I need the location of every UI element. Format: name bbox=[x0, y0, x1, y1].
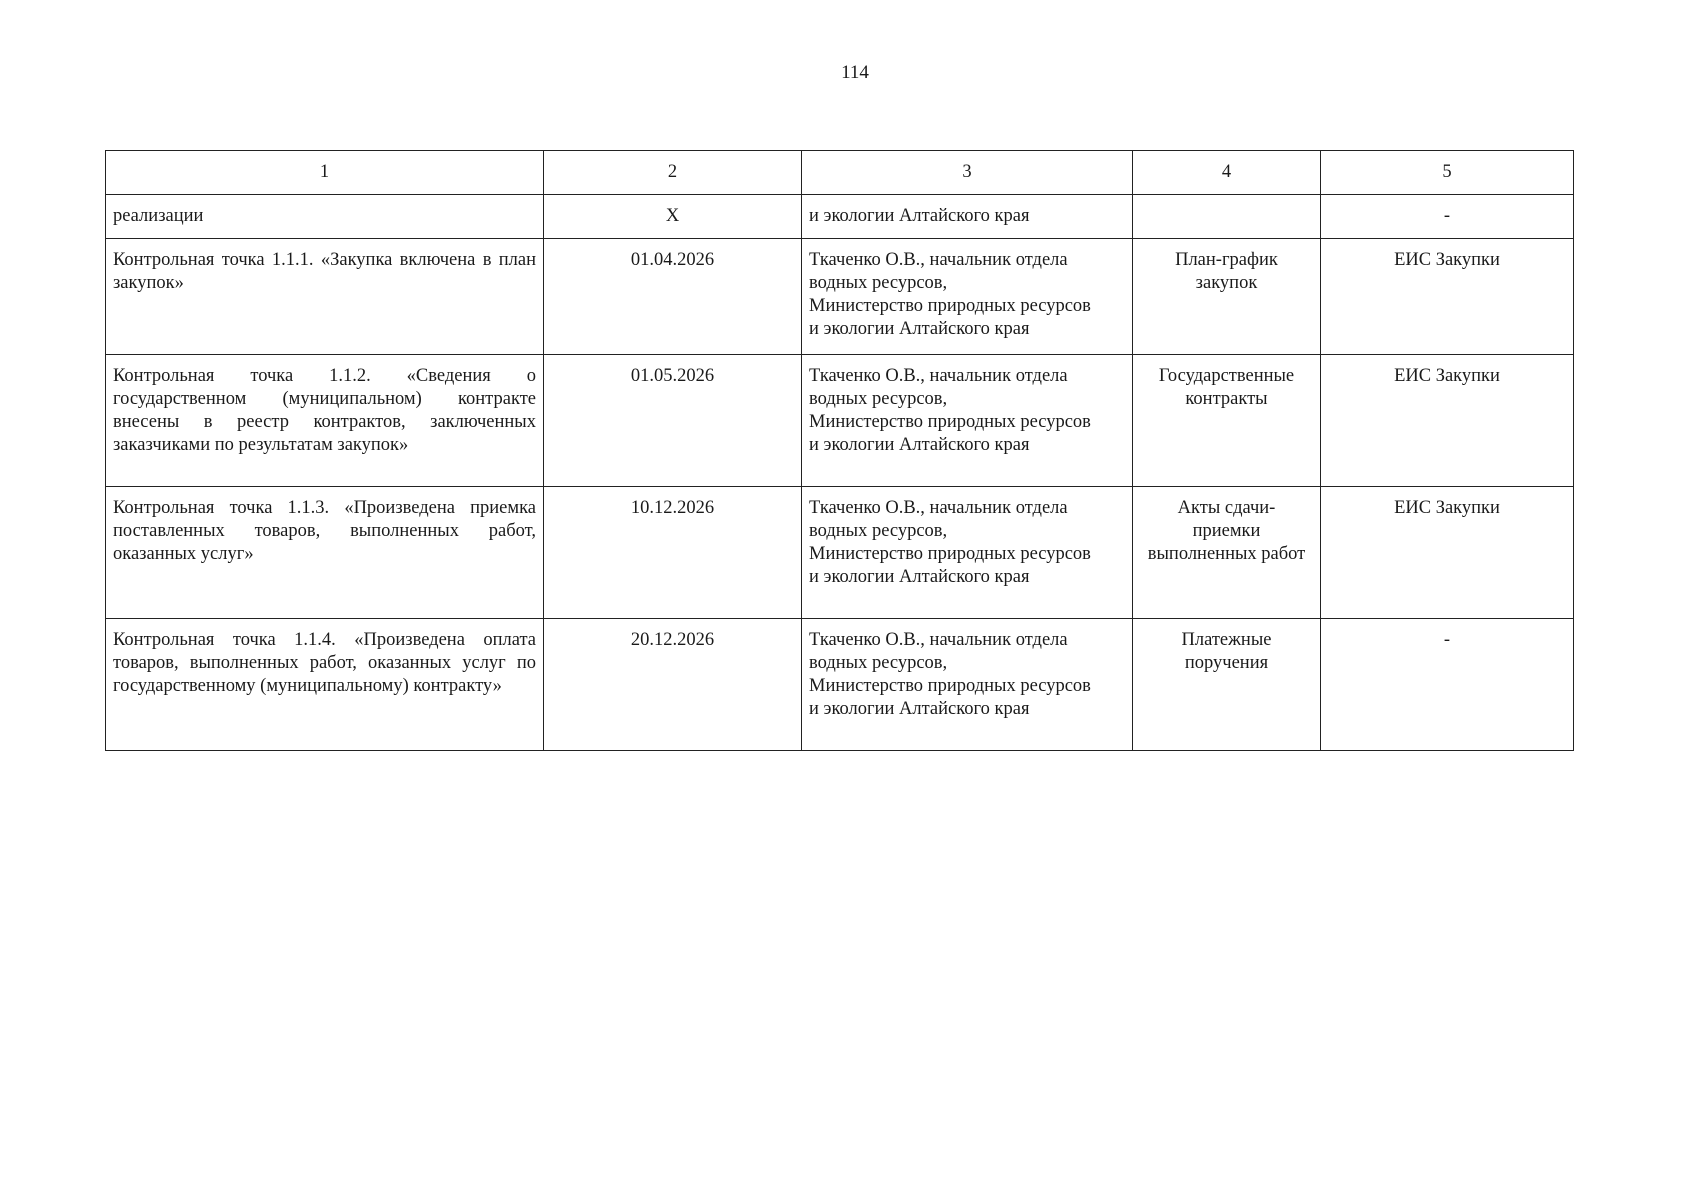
document-line: приемки bbox=[1192, 521, 1261, 541]
responsible-line: Министерство природных ресурсов bbox=[809, 544, 1091, 564]
responsible-line: водных ресурсов, bbox=[809, 653, 948, 673]
responsible-line: и экологии Алтайского края bbox=[809, 567, 1030, 587]
control-point-name: Контрольная точка 1.1.2. «Сведения о государственном (муниципальном) контракте внесены в реестр контрактов, заключенных заказчиками по результатам закупок» bbox=[106, 355, 544, 487]
document-line: контракты bbox=[1185, 389, 1268, 409]
document-line: выполненных работ bbox=[1147, 544, 1306, 564]
responsible-line: Министерство природных ресурсов bbox=[809, 412, 1091, 432]
column-header: 2 bbox=[544, 151, 802, 195]
responsible-line: и экологии Алтайского края bbox=[809, 699, 1030, 719]
document-type bbox=[1133, 619, 1321, 751]
responsible-person bbox=[802, 355, 1133, 487]
control-points-table bbox=[105, 150, 1574, 751]
document-line: Акты сдачи- bbox=[1177, 498, 1276, 518]
table-row bbox=[106, 619, 1574, 751]
information-system: - bbox=[1321, 619, 1574, 751]
column-header: 3 bbox=[802, 151, 1133, 195]
document-line: закупок bbox=[1195, 273, 1258, 293]
responsible-line: Министерство природных ресурсов bbox=[809, 296, 1091, 316]
table-cell: X bbox=[544, 195, 802, 239]
information-system: ЕИС Закупки bbox=[1321, 487, 1574, 619]
document-type bbox=[1133, 239, 1321, 355]
information-system: ЕИС Закупки bbox=[1321, 239, 1574, 355]
responsible-line: и экологии Алтайского края bbox=[809, 319, 1030, 339]
responsible-person bbox=[802, 619, 1133, 751]
document-line: поручения bbox=[1184, 653, 1269, 673]
responsible-line: водных ресурсов, bbox=[809, 521, 948, 541]
control-point-name: Контрольная точка 1.1.3. «Произведена приемка поставленных товаров, выполненных работ, оказанных услуг» bbox=[106, 487, 544, 619]
control-point-name: Контрольная точка 1.1.1. «Закупка включена в план закупок» bbox=[106, 239, 544, 355]
table-cell: - bbox=[1321, 195, 1574, 239]
responsible-line: Ткаченко О.В., начальник отдела bbox=[809, 250, 1068, 270]
document-line: Платежные bbox=[1181, 630, 1272, 650]
table-header-row bbox=[106, 151, 1574, 195]
responsible-line: Министерство природных ресурсов bbox=[809, 676, 1091, 696]
control-point-date: 10.12.2026 bbox=[544, 487, 802, 619]
responsible-line: водных ресурсов, bbox=[809, 273, 948, 293]
page-number: 114 bbox=[841, 62, 869, 83]
responsible-line: Ткаченко О.В., начальник отдела bbox=[809, 630, 1068, 650]
table-cell: и экологии Алтайского края bbox=[802, 195, 1133, 239]
continuation-row bbox=[106, 195, 1574, 239]
column-header: 1 bbox=[106, 151, 544, 195]
table-row bbox=[106, 239, 1574, 355]
document-type bbox=[1133, 487, 1321, 619]
column-header: 5 bbox=[1321, 151, 1574, 195]
control-point-name: Контрольная точка 1.1.4. «Произведена оплата товаров, выполненных работ, оказанных услуг по государственному (муниципальному) контракту» bbox=[106, 619, 544, 751]
control-point-date: 01.04.2026 bbox=[544, 239, 802, 355]
responsible-person bbox=[802, 239, 1133, 355]
responsible-line: и экологии Алтайского края bbox=[809, 435, 1030, 455]
document-line: План-график bbox=[1175, 250, 1278, 270]
column-header: 4 bbox=[1133, 151, 1321, 195]
table-row bbox=[106, 355, 1574, 487]
responsible-person bbox=[802, 487, 1133, 619]
table-cell: реализации bbox=[106, 195, 544, 239]
responsible-line: Ткаченко О.В., начальник отдела bbox=[809, 366, 1068, 386]
table-row bbox=[106, 487, 1574, 619]
responsible-line: водных ресурсов, bbox=[809, 389, 948, 409]
responsible-line: Ткаченко О.В., начальник отдела bbox=[809, 498, 1068, 518]
control-point-date: 20.12.2026 bbox=[544, 619, 802, 751]
document-line: Государственные bbox=[1158, 366, 1295, 386]
information-system: ЕИС Закупки bbox=[1321, 355, 1574, 487]
table-cell bbox=[1133, 195, 1321, 239]
document-type bbox=[1133, 355, 1321, 487]
control-point-date: 01.05.2026 bbox=[544, 355, 802, 487]
